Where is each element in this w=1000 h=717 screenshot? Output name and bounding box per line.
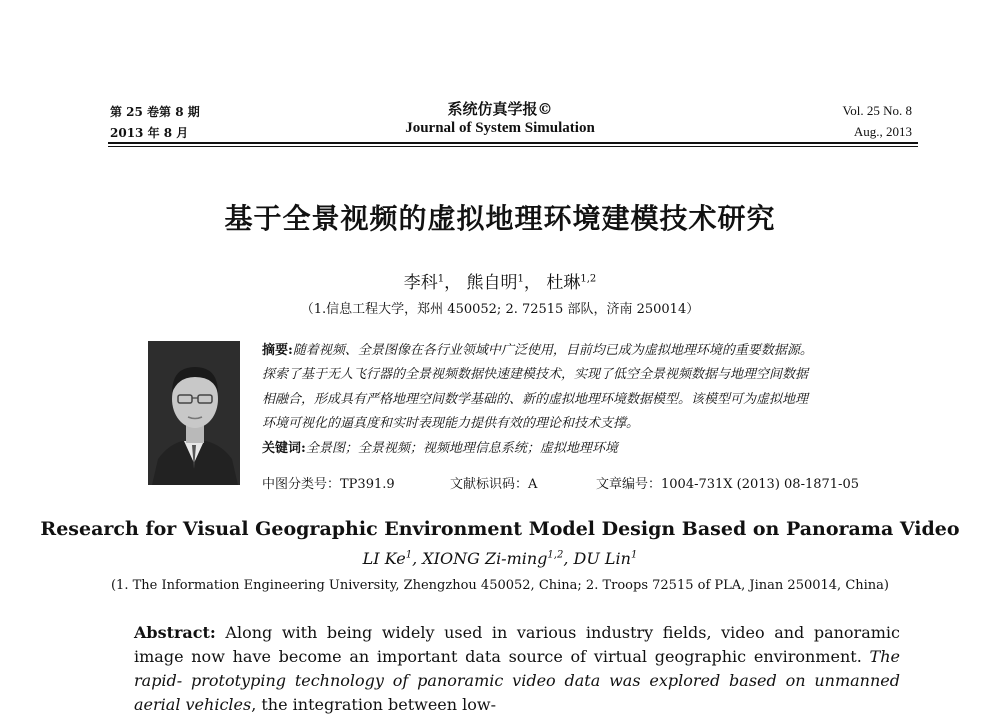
paper-title-zh: 基于全景视频的虚拟地理环境建模技术研究 <box>224 202 776 235</box>
author-zh-3: 杜琳 <box>546 273 581 293</box>
header-rule-thick <box>108 142 918 144</box>
author-en-3: , DU Lin <box>563 549 631 568</box>
abstract-zh <box>262 339 902 461</box>
author-en-1-affil: 1 <box>405 549 413 561</box>
author-zh-1: 李科 <box>403 273 438 293</box>
abstract-zh-line <box>262 339 902 363</box>
date-en: Aug., 2013 <box>853 124 912 139</box>
author-en-3-affil: 1 <box>630 549 638 561</box>
keywords-zh <box>262 437 902 461</box>
article-number: 文章编号：1004-731X (2013) 08-1871-05 <box>596 477 859 492</box>
author-separator: ， <box>523 273 541 293</box>
paper-title-en: Research for Visual Geographic Environment Model Design Based on Panorama Video <box>40 518 960 540</box>
clc-number: 中图分类号：TP391.9 <box>262 477 395 492</box>
author-zh-3-affil: 1,2 <box>580 273 597 285</box>
header-rule-thin <box>108 146 918 147</box>
authors-zh <box>0 268 1000 293</box>
journal-name-zh: 系统仿真学报© <box>447 100 553 118</box>
keywords-zh-text: 全景图；全景视频；视频地理信息系统；虚拟地理环境 <box>305 440 618 456</box>
author-en-2: , XIONG Zi-ming <box>412 549 548 568</box>
author-en-1: LI Ke <box>362 549 406 568</box>
document-code: 文献标识码：A <box>450 477 538 492</box>
author-en-2-affil: 1,2 <box>547 549 564 561</box>
abstract-en-emphasis: The rapid- prototyping technology of panoramic video data was explored based on unmanned aerial vehicles <box>134 647 900 714</box>
author-zh-2-affil: 1 <box>517 273 524 285</box>
journal-name-en: Journal of System Simulation <box>405 120 595 136</box>
abstract-zh-line: 探索了基于无人飞行器的全景视频数据快速建模技术，实现了低空全景视频数据与地理空间数据 <box>262 367 809 383</box>
abstract-en-label: Abstract: <box>134 623 216 642</box>
abstract-zh-line: 环境可视化的逼真度和实时表现能力提供有效的理论和技术支撑。 <box>262 416 640 432</box>
volume-issue-zh: 第 25 卷第 8 期 <box>110 105 200 119</box>
affiliation-zh: （1.信息工程大学，郑州 450052; 2. 72515 部队，济南 250014） <box>300 302 700 317</box>
author-separator: ， <box>444 273 462 293</box>
keywords-zh-label: 关键词: <box>262 440 306 456</box>
abstract-zh-label: 摘要: <box>262 343 293 358</box>
abstract-zh-text: 随着视频、全景图像在各行业领域中广泛使用，目前均已成为虚拟地理环境的重要数据源。 <box>292 343 813 358</box>
abstract-en-text: Along with being widely used in various industry fields, video and panoramic image now have become an important data source of virtual geographic environment. <box>134 623 900 666</box>
author-zh-1-affil: 1 <box>437 273 445 285</box>
affiliation-en: (1. The Information Engineering University, Zhengzhou 450052, China; 2. Troops 72515 of PLA, Jinan 250014, China) <box>110 578 889 593</box>
abstract-zh-line: 相融合，形成具有严格地理空间数学基础的、新的虚拟地理环境数据模型。该模型可为虚拟地理 <box>262 391 809 407</box>
abstract-en <box>134 621 900 717</box>
author-zh-2: 熊自明 <box>466 273 518 293</box>
date-zh: 2013 年 8 月 <box>110 126 189 140</box>
volume-issue-en: Vol. 25 No. 8 <box>842 103 912 118</box>
abstract-en-text-cont: , the integration between low- <box>251 695 496 714</box>
authors-en <box>0 549 1000 568</box>
author-photo <box>148 341 240 485</box>
